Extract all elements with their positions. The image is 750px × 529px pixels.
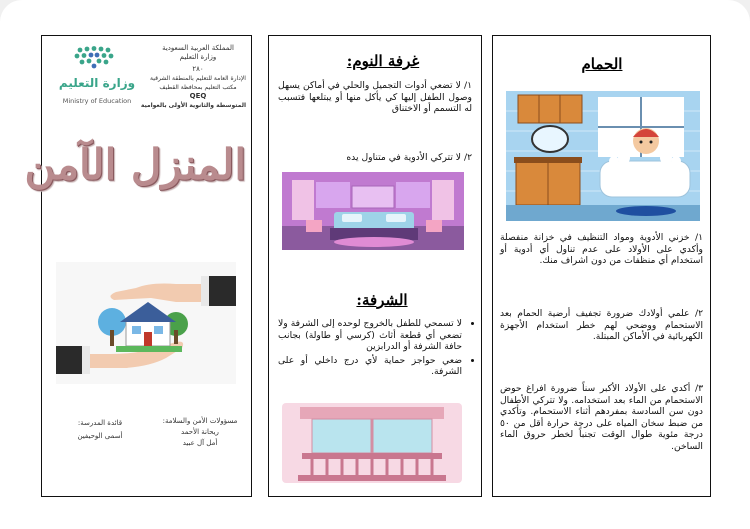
balcony-point: • لا تسمحي للطفل بالخروج لوحده إلى الشرفة ولا تضعي أي قطعة أثاث (كرسي أو طاولة) بجانب حافة الشرفة أو الدرابزين xyxy=(278,318,462,353)
header-line: المتوسطة والثانوية الأولى بالعوامية xyxy=(140,102,246,109)
bedroom-illustration xyxy=(282,172,464,250)
bathroom-heading: الحمام xyxy=(581,55,623,73)
bedroom-heading: غرفة النوم: xyxy=(346,52,420,70)
balcony-points xyxy=(278,318,474,380)
principal-title: قائدة المدرسة: xyxy=(77,419,123,427)
school-header xyxy=(140,44,246,110)
header-line: ٢٨٠ xyxy=(192,65,204,73)
ministry-name-en: Ministry of Education xyxy=(62,97,132,105)
bathroom-illustration xyxy=(506,91,700,221)
principal-name: أسمى الوحيفين xyxy=(77,432,123,440)
bathroom-point-2: ٢/ علمي أولادك ضرورة تجفيف أرضية الحمام بعد الاستحمام ووضحي لهم خطر استخدام الأجهزة الكهربائية في الأماكن المبتلة. xyxy=(500,308,703,343)
bathroom-point-1: ١/ خزني الأدوية ومواد التنظيف في خزانة منفصلة وأكدي على الأولاد على عدم تناول أي أدوية أو استخدام أي منظفات من دون اشراف منك. xyxy=(500,232,703,267)
safety-team-member: أمل آل عبيد xyxy=(182,439,218,447)
header-line: مكتب التعليم بمحافظة القطيف xyxy=(159,84,237,91)
header-line: الإدارة العامة للتعليم بالمنطقة الشرقية xyxy=(150,75,246,82)
balcony-point: • ضعي حواجز حماية لأي درج داخلي أو على الشرفة. xyxy=(278,355,462,378)
safety-team-title: مسؤولات الأمن والسلامة: xyxy=(162,417,238,425)
header-line: QEQ xyxy=(189,92,207,100)
safety-team-member: ريحانة الأحمد xyxy=(181,428,219,436)
balcony-illustration xyxy=(282,403,462,483)
balcony-heading: الشرفة: xyxy=(356,291,408,309)
bedroom-point-1: ١/ لا تضعي أدوات التجميل والحلي في أماكن يسهل وصول الطفل إليها كي يأكل منها أو يبتلعها فتسبب له التسمم أو الاختناق xyxy=(278,80,472,115)
brochure-title: المنزل الآمن xyxy=(24,140,246,189)
bedroom-point-2: ٢/ لا تتركي الأدوية في متناول يده xyxy=(346,152,472,163)
bathroom-point-3: ٣/ أكدي على الأولاد الأكبر سناً ضرورة افراغ حوض الاستحمام من الماء بعد استخدامه. ولا تتركي الأطفال دون سن السادسة بمفردهم أثناء الاستحمام. وتأكدي من ضبط سخان المياه على درجة حرارة أقل من ٥٠ درجة مئوية طوال الوقت تجنباً لخطر حروق الماء الساخن. xyxy=(500,383,703,452)
house-in-hands-illustration xyxy=(56,262,236,384)
header-line: المملكة العربية السعودية xyxy=(162,44,234,52)
header-line: وزارة التعليم xyxy=(179,53,217,61)
ministry-name-ar: وزارة التعليم xyxy=(58,76,136,90)
